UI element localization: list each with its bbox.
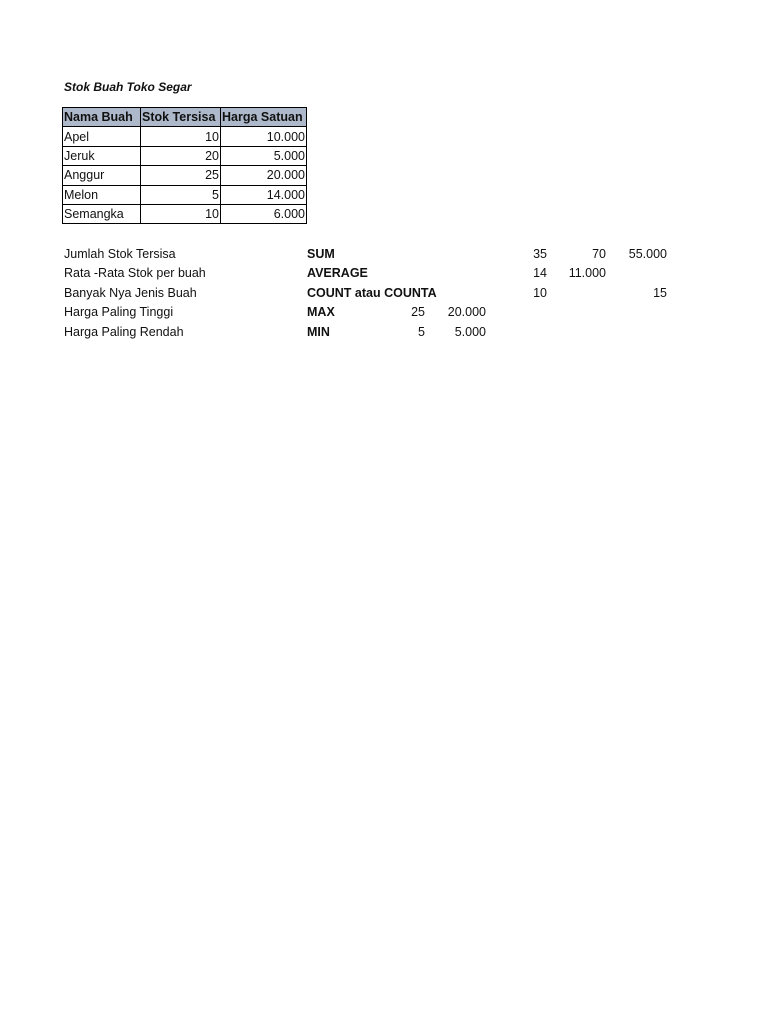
summary-value[interactable]: 14 [533, 266, 547, 280]
cell-nama[interactable]: Melon [63, 185, 141, 204]
summary-row [0, 263, 768, 283]
table-row [63, 204, 307, 223]
table-row [63, 127, 307, 146]
header-nama-buah[interactable]: Nama Buah [63, 108, 141, 127]
sheet-title: Stok Buah Toko Segar [64, 80, 192, 94]
summary-row [0, 302, 768, 322]
cell-nama[interactable]: Apel [63, 127, 141, 146]
cell-nama[interactable]: Anggur [63, 166, 141, 185]
summary-label[interactable]: Rata -Rata Stok per buah [64, 266, 206, 280]
cell-harga[interactable]: 6.000 [221, 204, 307, 223]
table-row [63, 166, 307, 185]
cell-harga[interactable]: 5.000 [221, 146, 307, 165]
summary-function[interactable]: COUNT atau COUNTA [307, 286, 437, 300]
summary-value[interactable]: 25 [411, 305, 425, 319]
header-stok-tersisa[interactable]: Stok Tersisa [141, 108, 221, 127]
cell-stok[interactable]: 10 [141, 204, 221, 223]
summary-function[interactable]: SUM [307, 247, 335, 261]
cell-nama[interactable]: Semangka [63, 204, 141, 223]
summary-value[interactable]: 10 [533, 286, 547, 300]
summary-label[interactable]: Jumlah Stok Tersisa [64, 247, 176, 261]
table-header-row [63, 108, 307, 127]
header-harga-satuan[interactable]: Harga Satuan [221, 108, 307, 127]
fruit-stock-table [62, 107, 307, 224]
summary-value[interactable]: 5.000 [454, 325, 486, 339]
summary-function[interactable]: AVERAGE [307, 266, 368, 280]
summary-value[interactable]: 35 [533, 247, 547, 261]
table-row [63, 146, 307, 165]
cell-harga[interactable]: 20.000 [221, 166, 307, 185]
summary-label[interactable]: Harga Paling Tinggi [64, 305, 174, 319]
summary-row [0, 283, 768, 303]
cell-stok[interactable]: 5 [141, 185, 221, 204]
summary-value[interactable]: 55.000 [628, 247, 667, 261]
table-row [63, 185, 307, 204]
summary-function[interactable]: MIN [307, 325, 330, 339]
summary-row [0, 244, 768, 264]
summary-value[interactable]: 70 [592, 247, 606, 261]
cell-nama[interactable]: Jeruk [63, 146, 141, 165]
cell-stok[interactable]: 20 [141, 146, 221, 165]
summary-value[interactable]: 11.000 [568, 266, 606, 280]
cell-harga[interactable]: 14.000 [221, 185, 307, 204]
cell-stok[interactable]: 25 [141, 166, 221, 185]
summary-value[interactable]: 15 [653, 286, 667, 300]
summary-row [0, 322, 768, 342]
summary-label[interactable]: Harga Paling Rendah [64, 325, 184, 339]
summary-value[interactable]: 5 [418, 325, 425, 339]
cell-stok[interactable]: 10 [141, 127, 221, 146]
summary-label[interactable]: Banyak Nya Jenis Buah [64, 286, 197, 300]
summary-value[interactable]: 20.000 [447, 305, 486, 319]
summary-function[interactable]: MAX [307, 305, 335, 319]
cell-harga[interactable]: 10.000 [221, 127, 307, 146]
